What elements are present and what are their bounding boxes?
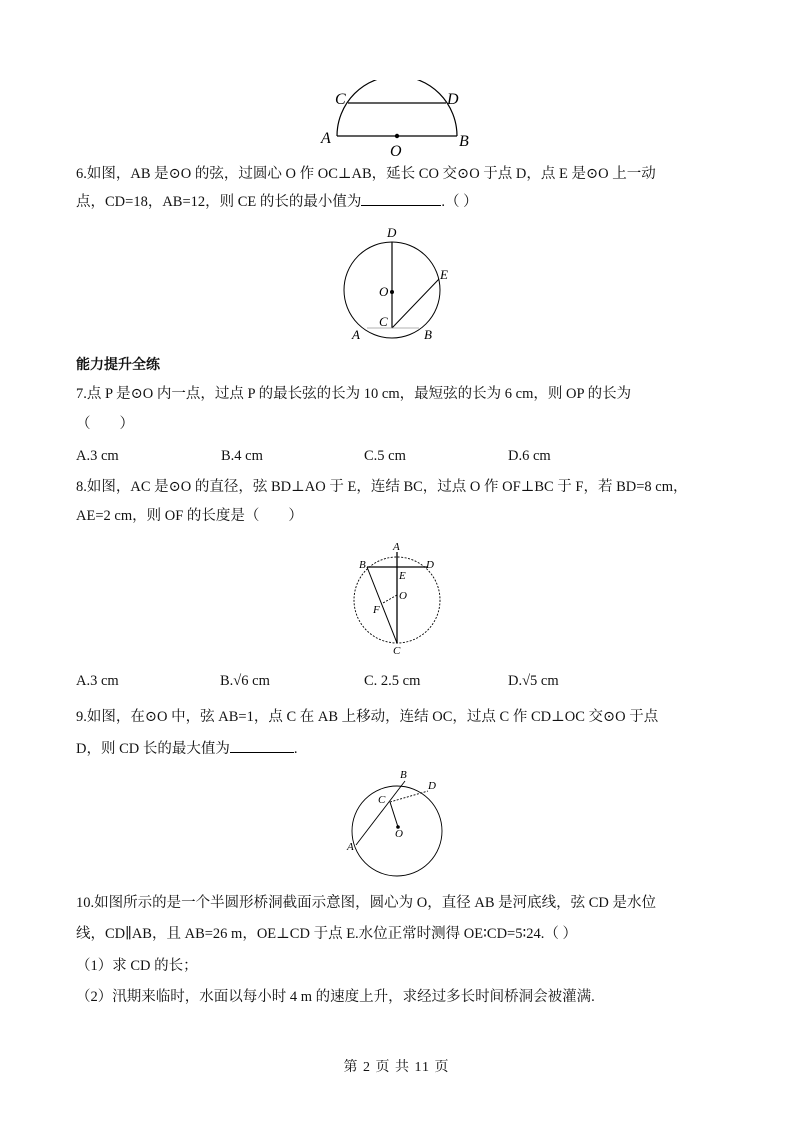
label-a: A	[352, 327, 360, 342]
q8-option-d[interactable]: D.√5 cm	[508, 673, 559, 689]
label-c: C	[379, 314, 388, 329]
label-c: C	[393, 645, 401, 657]
q8-line1: 8.如图，AC 是⊙O 的直径，弦 BD⊥AO 于 E，连结 BC，过点 O 作 OF⊥BC 于 F，若 BD=8 cm，	[76, 479, 688, 495]
label-c: C	[335, 91, 346, 108]
center-point-o	[390, 290, 394, 294]
q8-option-c[interactable]: C. 2.5 cm	[364, 673, 421, 689]
section-heading: 能力提升全练	[76, 357, 160, 373]
segment-ce	[392, 279, 439, 328]
semicircle-figure	[320, 80, 480, 160]
q6-line2-text: 点，CD=18，AB=12，则 CE 的长的最小值为	[76, 194, 362, 210]
q7-option-a[interactable]: A.3 cm	[76, 448, 119, 464]
label-e: E	[399, 570, 406, 582]
label-o: O	[379, 284, 389, 299]
label-o: O	[390, 143, 402, 160]
q6-answer-blank[interactable]	[361, 191, 441, 206]
label-c: C	[378, 794, 386, 806]
q8-option-a[interactable]: A.3 cm	[76, 673, 119, 689]
label-a: A	[347, 841, 354, 853]
segment-oc	[390, 802, 398, 827]
q9-figure	[335, 765, 455, 880]
q6-line1: 6.如图，AB 是⊙O 的弦，过圆心 O 作 OC⊥AB，延长 CO 交⊙O 于点 D，点 E 是⊙O 上一动	[76, 166, 656, 182]
label-o: O	[395, 828, 403, 840]
label-f: F	[373, 604, 380, 616]
q10-line2: 线，CD∥AB，且 AB=26 m，OE⊥CD 于点 E.水位正常时测得 OE∶CD=5∶24.（ ）	[76, 926, 577, 942]
q6-figure	[330, 222, 470, 347]
q7-option-d[interactable]: D.6 cm	[508, 448, 551, 464]
label-a: A	[393, 541, 400, 553]
label-b: B	[459, 133, 469, 150]
q9-line2-end: .	[293, 741, 298, 757]
label-b: B	[359, 559, 366, 571]
q9-answer-blank[interactable]	[230, 738, 294, 753]
label-e: E	[440, 267, 448, 282]
q7-option-b[interactable]: B.4 cm	[221, 448, 263, 464]
label-o: O	[399, 590, 407, 602]
q7-line1: 7.点 P 是⊙O 内一点，过点 P 的最长弦的长为 10 cm，最短弦的长为 6 cm，则 OP 的长为	[76, 386, 632, 402]
q8-line2: AE=2 cm，则 OF 的长度是（ ）	[76, 508, 303, 524]
segment-bc	[367, 567, 397, 643]
q7-option-c[interactable]: C.5 cm	[364, 448, 406, 464]
center-point-o	[395, 134, 399, 138]
segment-of	[383, 595, 397, 603]
label-b: B	[424, 327, 432, 342]
q10-line1: 10.如图所示的是一个半圆形桥洞截面示意图，圆心为 O，直径 AB 是河底线，弦 CD 是水位	[76, 895, 657, 911]
label-d: D	[387, 225, 397, 240]
q9-line2	[76, 738, 298, 759]
q10-sub2: （2）汛期来临时，水面以每小时 4 m 的速度上升，求经过多长时间桥洞会被灌满.	[76, 989, 595, 1005]
label-d: D	[447, 91, 459, 108]
q6-line2-end: .（ ）	[441, 194, 478, 210]
q8-option-b[interactable]: B.√6 cm	[220, 673, 270, 689]
label-b: B	[400, 769, 407, 781]
page-footer: 第 2 页 共 11 页	[343, 1060, 450, 1075]
label-d: D	[428, 780, 436, 792]
q8-figure	[340, 538, 450, 658]
q9-line1: 9.如图，在⊙O 中，弦 AB=1，点 C 在 AB 上移动，连结 OC，过点 C 作 CD⊥OC 交⊙O 于点	[76, 709, 659, 725]
q6-line2	[76, 191, 478, 212]
q9-line2-text: D，则 CD 长的最大值为	[76, 741, 230, 757]
q10-sub1: （1）求 CD 的长；	[76, 958, 198, 974]
semicircle-arc	[337, 80, 457, 136]
label-d: D	[426, 559, 434, 571]
label-a: A	[321, 130, 331, 147]
q7-line2: （ ）	[76, 416, 134, 432]
